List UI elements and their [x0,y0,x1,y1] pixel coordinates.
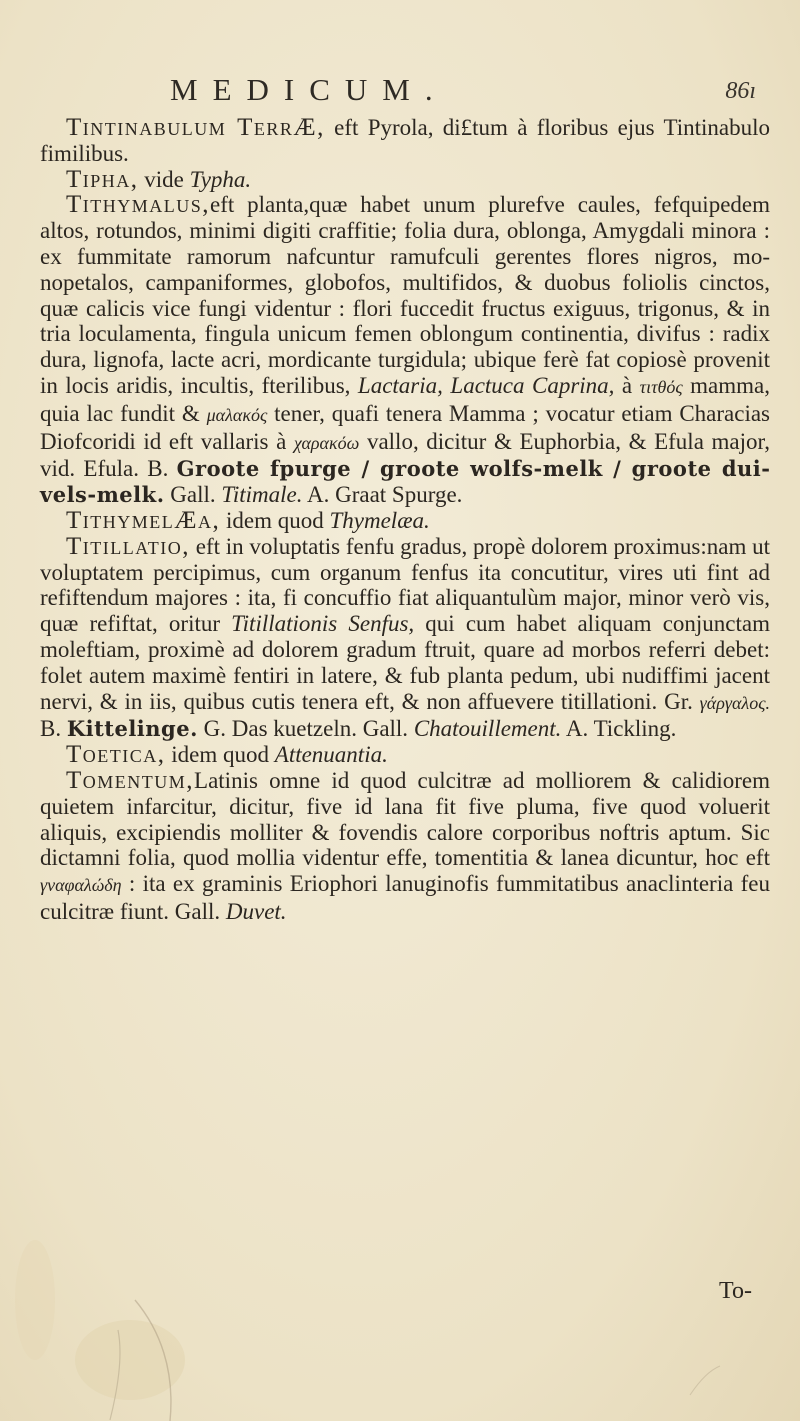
italic-term: Lactaria, Lactuca Caprina, [357,372,615,398]
blackletter-term: Kittelinge. [66,716,198,742]
blackletter-term: Groote fpurge / groote wolfs-melk / groote duivels-melk. [40,456,770,508]
italic-term: Typha. [189,166,252,192]
entry-text: idem quod [165,742,275,768]
dictionary-entry [40,508,770,534]
italic-term: Attenuantia. [274,742,388,768]
entry-text: A. Tickling. [561,716,677,742]
entry-text: tener, quafi tenera Mamma ; vocatur etiam Characias Diofcoridi id eft vallaris à [40,400,770,454]
catchword: To- [719,1278,752,1304]
dictionary-entry [40,115,770,167]
italic-term: Chatouillement. [413,716,562,742]
entry-headword: Titillatio, [66,532,190,560]
entry-text: mamma, quia lac fundit & [40,372,771,426]
entry-headword: Tithymalus, [66,191,211,219]
entry-headword: Tomentum, [66,766,195,794]
dictionary-entries [40,115,770,925]
entry-text: vide [138,166,190,192]
entry-text: idem quod [220,507,330,533]
entry-text: G. Das kuetzeln. Gall. [197,716,414,742]
dictionary-entry [40,192,770,508]
entry-headword: Tipha, [66,165,139,193]
entry-text: vallo, dicitur & Euphorbia, & Efula major, vid. Efula. B. [40,428,770,482]
entry-headword: TithymelÆa, [66,506,221,534]
dictionary-entry [40,167,770,193]
page-number: 86ı [725,78,756,104]
entry-headword: Tintinabulum TerrÆ, [66,114,325,141]
dictionary-entry [40,768,770,925]
entry-text: à [614,372,640,398]
entry-text: eft in voluptatis fenfu gradus, propè dolorem proximus:nam ut voluptatem percipimus, cum organum fenfus ita concutitur, vires uti fint ad refiftendum majores : ita, fi concuffio fiat aliquantulùm major, minor verò vis, quæ refiftat, oritur [40,533,770,637]
running-title: MEDICUM. [170,72,448,107]
greek-term: γάργαλος. [699,692,770,713]
entry-text: Latinis omne id quod culcitræ ad molliorem & calidiorem quietem infarcitur, dicitur, five id lana fit five pluma, five quod voluerit aliquis, excipiendis molliter & fovendis calore corporibus noftris aptum. Sic dictamni folia, quod mollia videntur effe, tomentitia & lanea dicuntur, hoc eft [40,767,770,871]
italic-term: Titillationis Senfus, [231,611,415,637]
greek-term: τιτθός [639,376,683,397]
entry-text: eft Pyrola, di£tum à floribus ejus Tintinabulo fimilibus. [40,115,770,166]
entry-text: Gall. [164,482,222,508]
entry-text: B. [40,716,67,742]
dictionary-entry [40,534,770,742]
dictionary-entry [40,742,770,768]
entry-text: : ita ex graminis Eriophori lanuginofis fummitatibus anaclinteria feu culcitræ fiunt. Gall. [40,871,770,924]
italic-term: Thymelæa. [329,507,430,533]
entry-text: A. Graat Spurge. [302,482,463,508]
running-head [170,72,770,112]
italic-term: Duvet. [225,898,287,924]
entry-text: qui cum habet aliquam conjunctam moleftiam, proximè ad dolorem gradum ftruit, quare ad morbos referri debet: folet autem maximè fentiri in latere, & fub planta pedum, ubi nudiffimi jacent nervi, & in iis, quibus cutis tenera eft, & non affuevere titillationi. Gr. [40,611,770,714]
entry-headword: Toetica, [66,741,166,769]
greek-term: χαρακόω [293,432,360,453]
greek-term: γναφαλώδη [40,875,122,896]
italic-term: Titimale. [221,482,303,508]
entry-text: eft planta,quæ habet unum plurefve caules, fefquipedem altos, rotundos, minimi digiti craffitie; folia dura, oblonga, Amygdali minora : ex fummitate ramorum nafcuntur ramufculi gerentes flores nigros, monopetalos, campaniformes, globofos, multifidos, & duobus foliolis cinctos, quæ calicis vice fungi videntur : flori fuccedit fructus exiguus, trigonus, & in tria loculamenta, fingula unicum femen oblongum continentia, divifus : radix dura, lignofa, lacte acri, mordicante turgidula; ubique ferè fat copiosè provenit in locis aridis, incultis, fterilibus, [40,192,770,398]
greek-term: μαλακός [206,404,268,425]
